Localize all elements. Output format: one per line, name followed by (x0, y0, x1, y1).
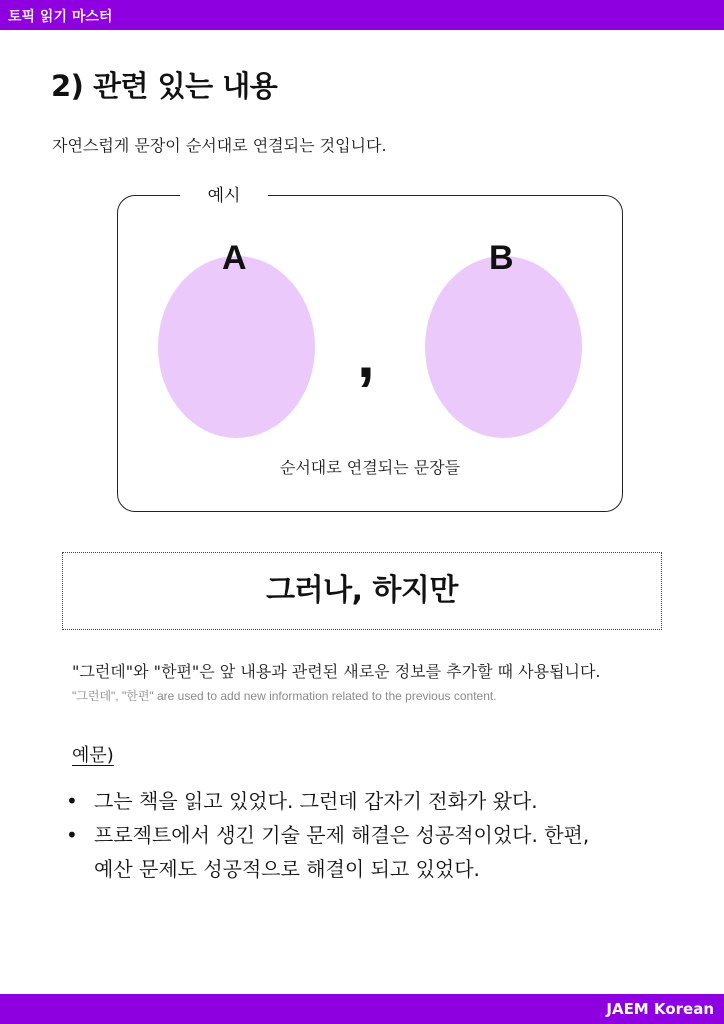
description-korean: "그런데"와 "한편"은 앞 내용과 관련된 새로운 정보를 추가할 때 사용됩니다. (72, 662, 601, 681)
example-legend: 예시 (180, 184, 268, 208)
header-bar (0, 0, 724, 30)
footer-bar (0, 994, 724, 1024)
example-caption: 순서대로 연결되는 문장들 (279, 458, 461, 477)
example-list (66, 784, 666, 886)
bullet-icon: • (66, 789, 78, 813)
description-english: "그런데", "한편" are used to add new information related to the previous content. (72, 689, 497, 703)
example-sentence-line-1: 프로젝트에서 생긴 기술 문제 해결은 성공적이었다. 한편, (94, 823, 590, 847)
circle-a (158, 256, 315, 438)
label-a: A (222, 239, 247, 277)
example-sentence: 그는 책을 읽고 있었다. 그런데 갑자기 전화가 왔다. (94, 789, 538, 813)
brand-name: JAEM Korean (606, 1000, 714, 1018)
section-intro: 자연스럽게 문장이 순서대로 연결되는 것입니다. (52, 136, 387, 155)
list-item (66, 784, 666, 818)
label-b: B (489, 239, 514, 277)
example-sentences-label: 예문) (72, 745, 114, 766)
title-box (62, 552, 662, 630)
connector-title: 그러나, 하지만 (266, 573, 458, 608)
separator-comma: , (357, 319, 375, 391)
bullet-icon: • (66, 823, 78, 847)
series-tag: 토픽 읽기 마스터 (8, 9, 113, 25)
section-heading: 2) 관련 있는 내용 (51, 69, 278, 103)
list-item (66, 818, 666, 886)
example-sentence-line-2: 예산 문제도 성공적으로 해결이 되고 있었다. (94, 857, 480, 881)
circle-b (425, 256, 582, 438)
